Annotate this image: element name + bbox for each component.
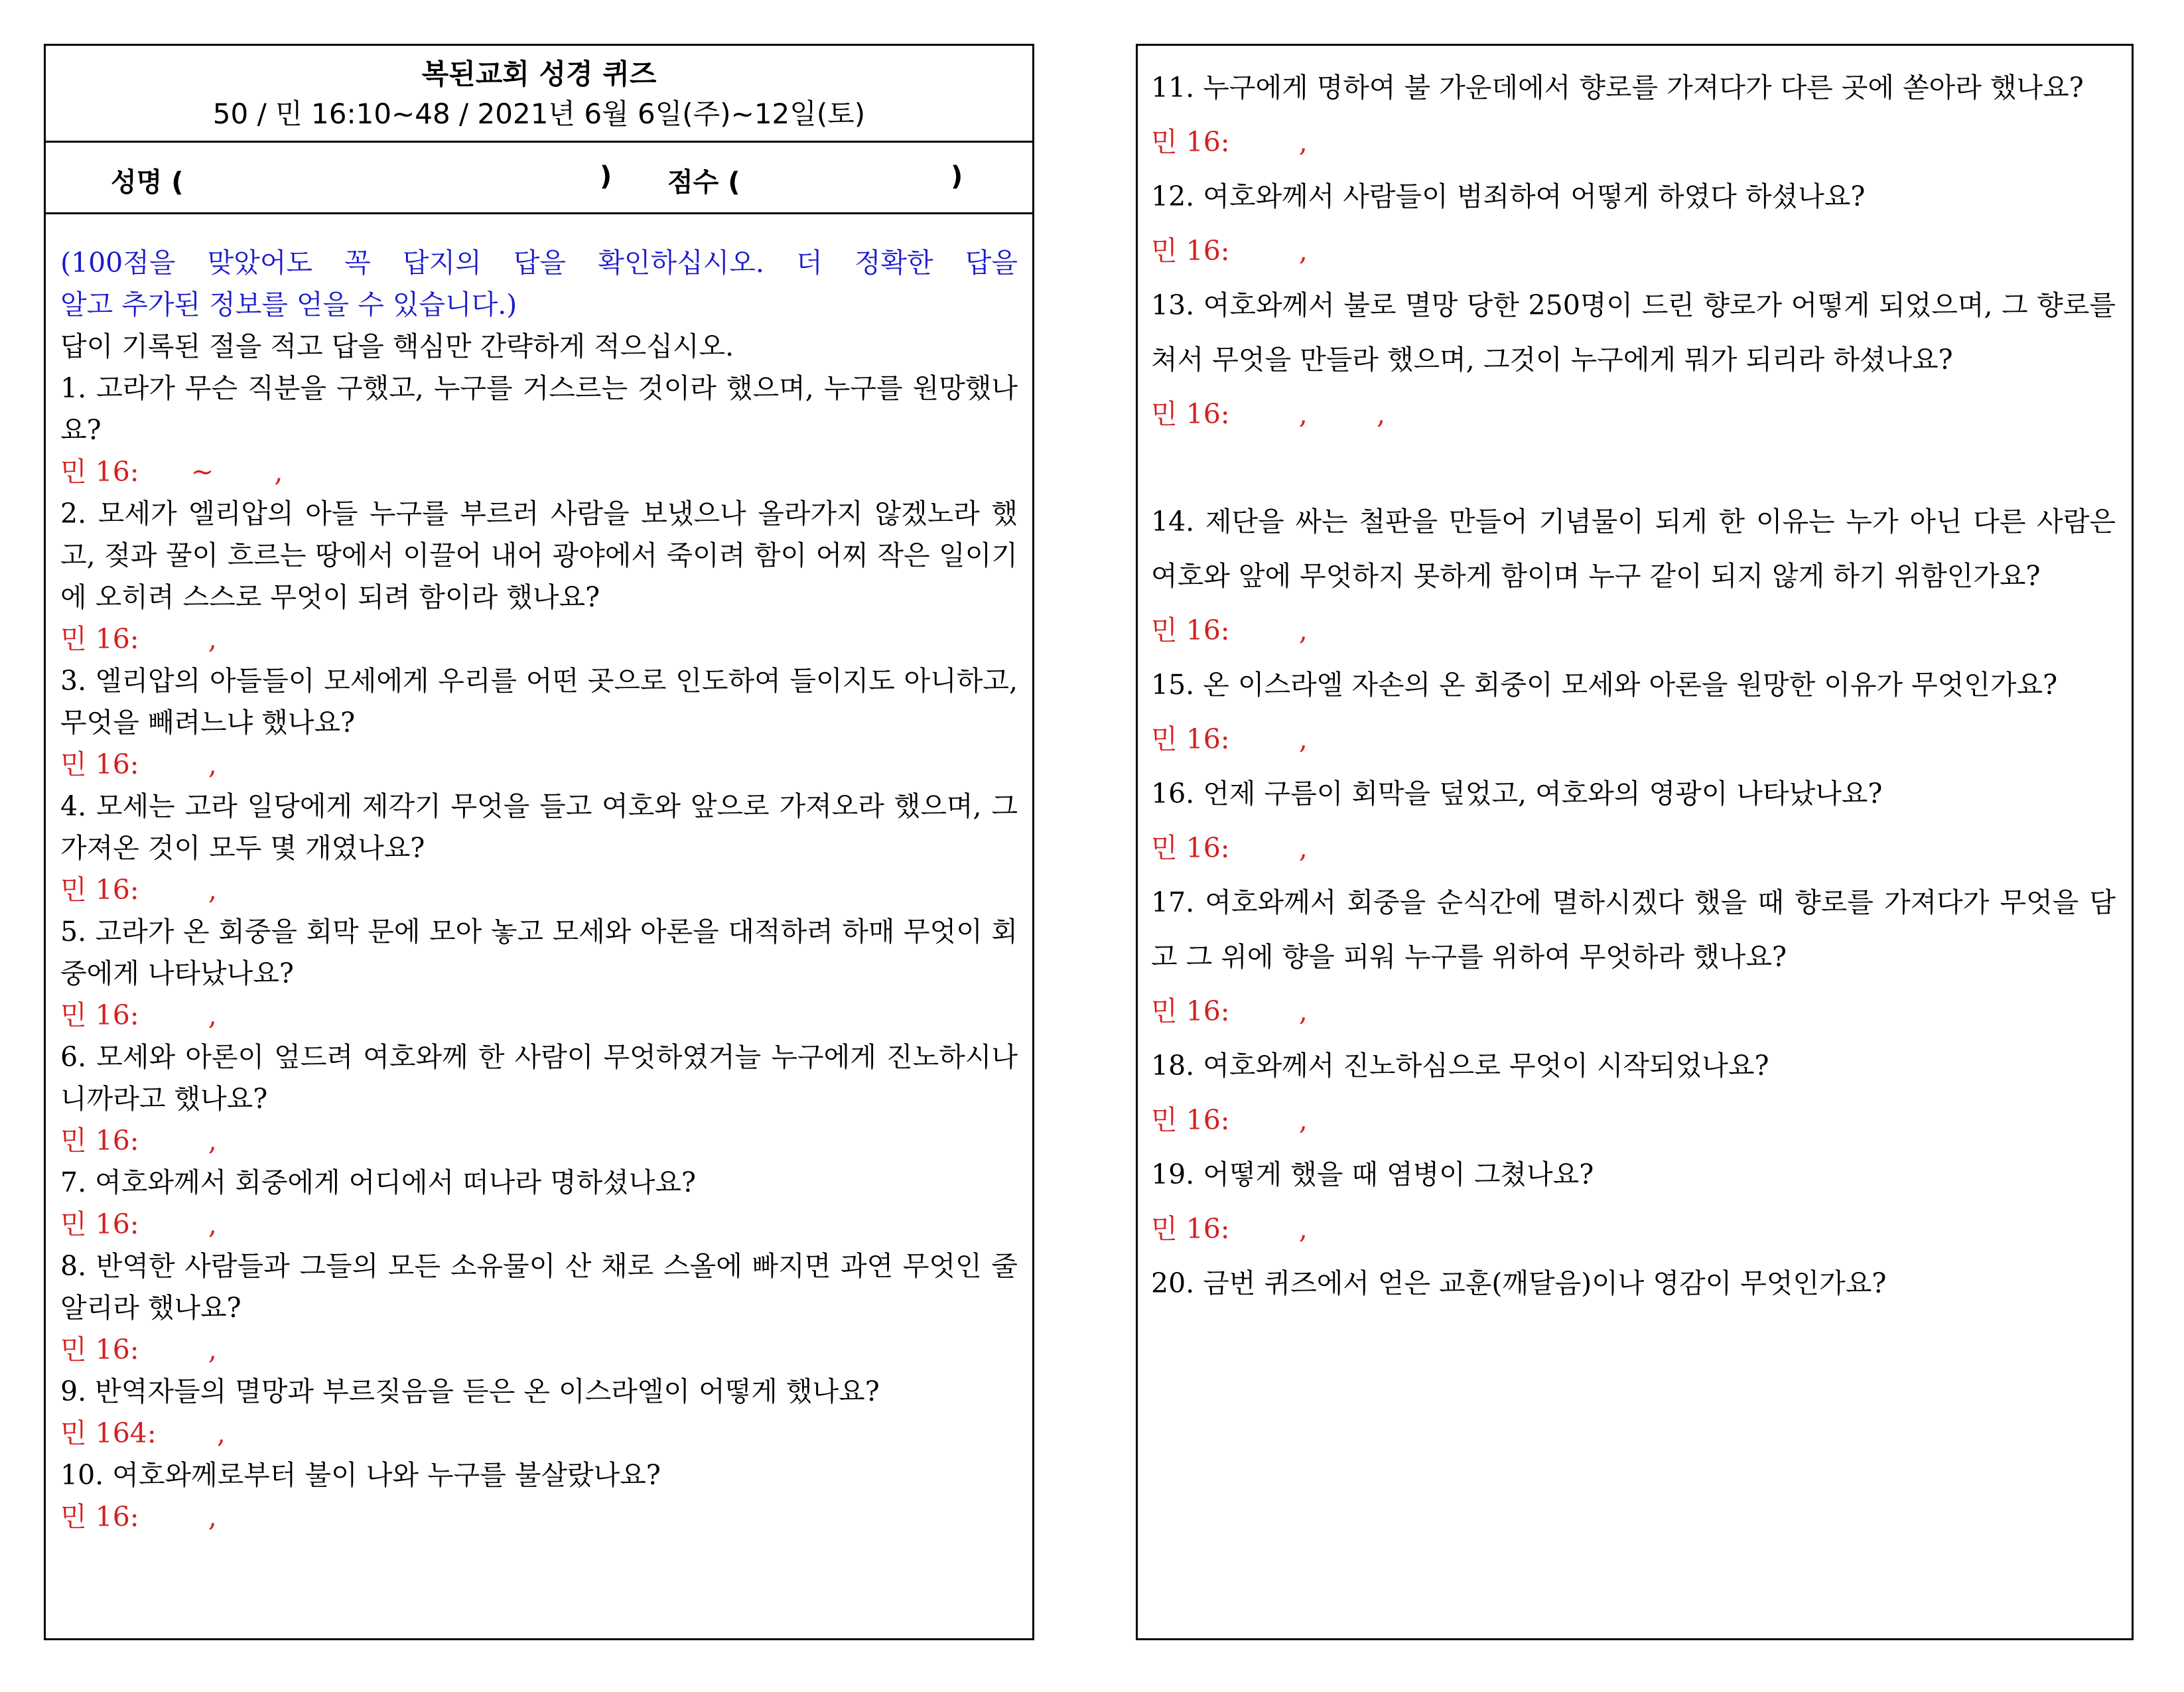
question-3: 3. 엘리압의 아들들이 모세에게 우리를 어떤 곳으로 인도하여 들이지도 아니하고, 무엇을 빼려느냐 했나요? <box>60 665 1018 739</box>
question-5: 5. 고라가 온 회중을 회막 문에 모아 놓고 모세와 아론을 대적하려 하매 무엇이 회중에게 나타났나요? <box>60 916 1018 989</box>
answer-3[interactable]: 민 16: , <box>60 748 217 780</box>
answer-2[interactable]: 민 16: , <box>60 623 217 655</box>
answer-4[interactable]: 민 16: , <box>60 874 217 906</box>
answer-12[interactable]: 민 16: , <box>1151 235 1308 267</box>
answer-17[interactable]: 민 16: , <box>1151 995 1308 1027</box>
answer-9[interactable]: 민 164: , <box>60 1417 226 1449</box>
answer-15[interactable]: 민 16: , <box>1151 723 1308 755</box>
answer-19[interactable]: 민 16: , <box>1151 1213 1308 1245</box>
question-12: 12. 여호와께서 사람들이 범죄하여 어떻게 하였다 하셨나요? <box>1151 180 1866 212</box>
question-20: 20. 금번 퀴즈에서 얻은 교훈(깨달음)이나 영감이 무엇인가요? <box>1151 1267 1887 1299</box>
answer-11[interactable]: 민 16: , <box>1151 126 1308 158</box>
name-score-row <box>46 143 1032 214</box>
question-4: 4. 모세는 고라 일당에게 제각기 무엇을 들고 여호와 앞으로 가져오라 했으며, 그 가져온 것이 모두 몇 개였나요? <box>60 790 1018 864</box>
answer-7[interactable]: 민 16: , <box>60 1208 217 1240</box>
question-15: 15. 온 이스라엘 자손의 온 회중이 모세와 아론을 원망한 이유가 무엇인가요? <box>1151 669 2058 701</box>
right-column <box>1136 44 2134 1640</box>
question-8: 8. 반역한 사람들과 그들의 모든 소유물이 산 채로 스올에 빠지면 과연 무엇인 줄 알리라 했나요? <box>60 1250 1018 1324</box>
question-11: 11. 누구에게 명하여 불 가운데에서 향로를 가져다가 다른 곳에 쏟아라 했나요? <box>1151 72 2084 104</box>
quiz-title: 복된교회 성경 퀴즈 <box>421 58 657 90</box>
question-18: 18. 여호와께서 진노하심으로 무엇이 시작되었나요? <box>1151 1050 1769 1082</box>
answer-16[interactable]: 민 16: , <box>1151 832 1308 864</box>
notice-line-2: 알고 추가된 정보를 얻을 수 있습니다.) <box>60 289 517 320</box>
quiz-header <box>46 46 1032 143</box>
answer-8[interactable]: 민 16: , <box>60 1334 217 1366</box>
answer-10[interactable]: 민 16: , <box>60 1501 217 1533</box>
answer-6[interactable]: 민 16: , <box>60 1125 217 1157</box>
question-2: 2. 모세가 엘리압의 아들 누구를 부르러 사람을 보냈으나 올라가지 않겠노라 했고, 젖과 꿀이 흐르는 땅에서 이끌어 내어 광야에서 죽이려 함이 어찌 작은 일이기에 오히려 스스로 무엇이 되려 함이라 했나요? <box>60 498 1018 613</box>
instruction: 답이 기록된 절을 적고 답을 핵심만 간략하게 적으십시오. <box>60 330 734 362</box>
question-16: 16. 언제 구름이 회막을 덮었고, 여호와의 영광이 나타났나요? <box>1151 778 1883 810</box>
question-1: 1. 고라가 무슨 직분을 구했고, 누구를 거스르는 것이라 했으며, 누구를 원망했나요? <box>60 372 1018 446</box>
left-question-list <box>46 214 1032 1538</box>
question-6: 6. 모세와 아론이 엎드려 여호와께 한 사람이 무엇하였거늘 누구에게 진노하시나니까라고 했나요? <box>60 1041 1018 1115</box>
question-9: 9. 반역자들의 멸망과 부르짖음을 듣은 온 이스라엘이 어떻게 했나요? <box>60 1375 880 1407</box>
right-question-list <box>1138 46 2132 1310</box>
answer-13[interactable]: 민 16: , , <box>1151 398 1386 430</box>
spacer <box>1151 441 2116 494</box>
score-label: 점수 ( <box>667 167 740 198</box>
question-10: 10. 여호와께로부터 불이 나와 누구를 불살랐나요? <box>60 1459 661 1491</box>
answer-5[interactable]: 민 16: , <box>60 999 217 1031</box>
question-19: 19. 어떻게 했을 때 염병이 그쳤나요? <box>1151 1159 1594 1190</box>
score-close: ) <box>951 161 963 192</box>
question-13: 13. 여호와께서 불로 멸망 당한 250명이 드린 향로가 어떻게 되었으며, 그 향로를 쳐서 무엇을 만들라 했으며, 그것이 누구에게 뭐가 되리라 하셨나요? <box>1151 289 2116 376</box>
left-column <box>44 44 1034 1640</box>
answer-1[interactable]: 민 16: ~ , <box>60 456 283 488</box>
question-17: 17. 여호와께서 회중을 순식간에 멸하시겠다 했을 때 향로를 가져다가 무엇을 담고 그 위에 향을 피워 누구를 위하여 무엇하라 했나요? <box>1151 886 2116 973</box>
quiz-subtitle: 50 / 민 16:10~48 / 2021년 6월 6일(주)~12일(토) <box>212 98 866 130</box>
answer-18[interactable]: 민 16: , <box>1151 1104 1308 1136</box>
question-7: 7. 여호와께서 회중에게 어디에서 떠나라 명하셨나요? <box>60 1166 696 1198</box>
question-14: 14. 제단을 싸는 철판을 만들어 기념물이 되게 한 이유는 누가 아닌 다른 사람은 여호와 앞에 무엇하지 못하게 함이며 누구 같이 되지 않게 하기 위함인가요? <box>1151 506 2116 592</box>
notice-line-1: (100점을 맞았어도 꼭 답지의 답을 확인하십시오. 더 정확한 답을 <box>60 247 1018 279</box>
answer-14[interactable]: 민 16: , <box>1151 614 1308 646</box>
name-label: 성명 ( <box>111 167 184 198</box>
name-close: ) <box>600 161 612 192</box>
